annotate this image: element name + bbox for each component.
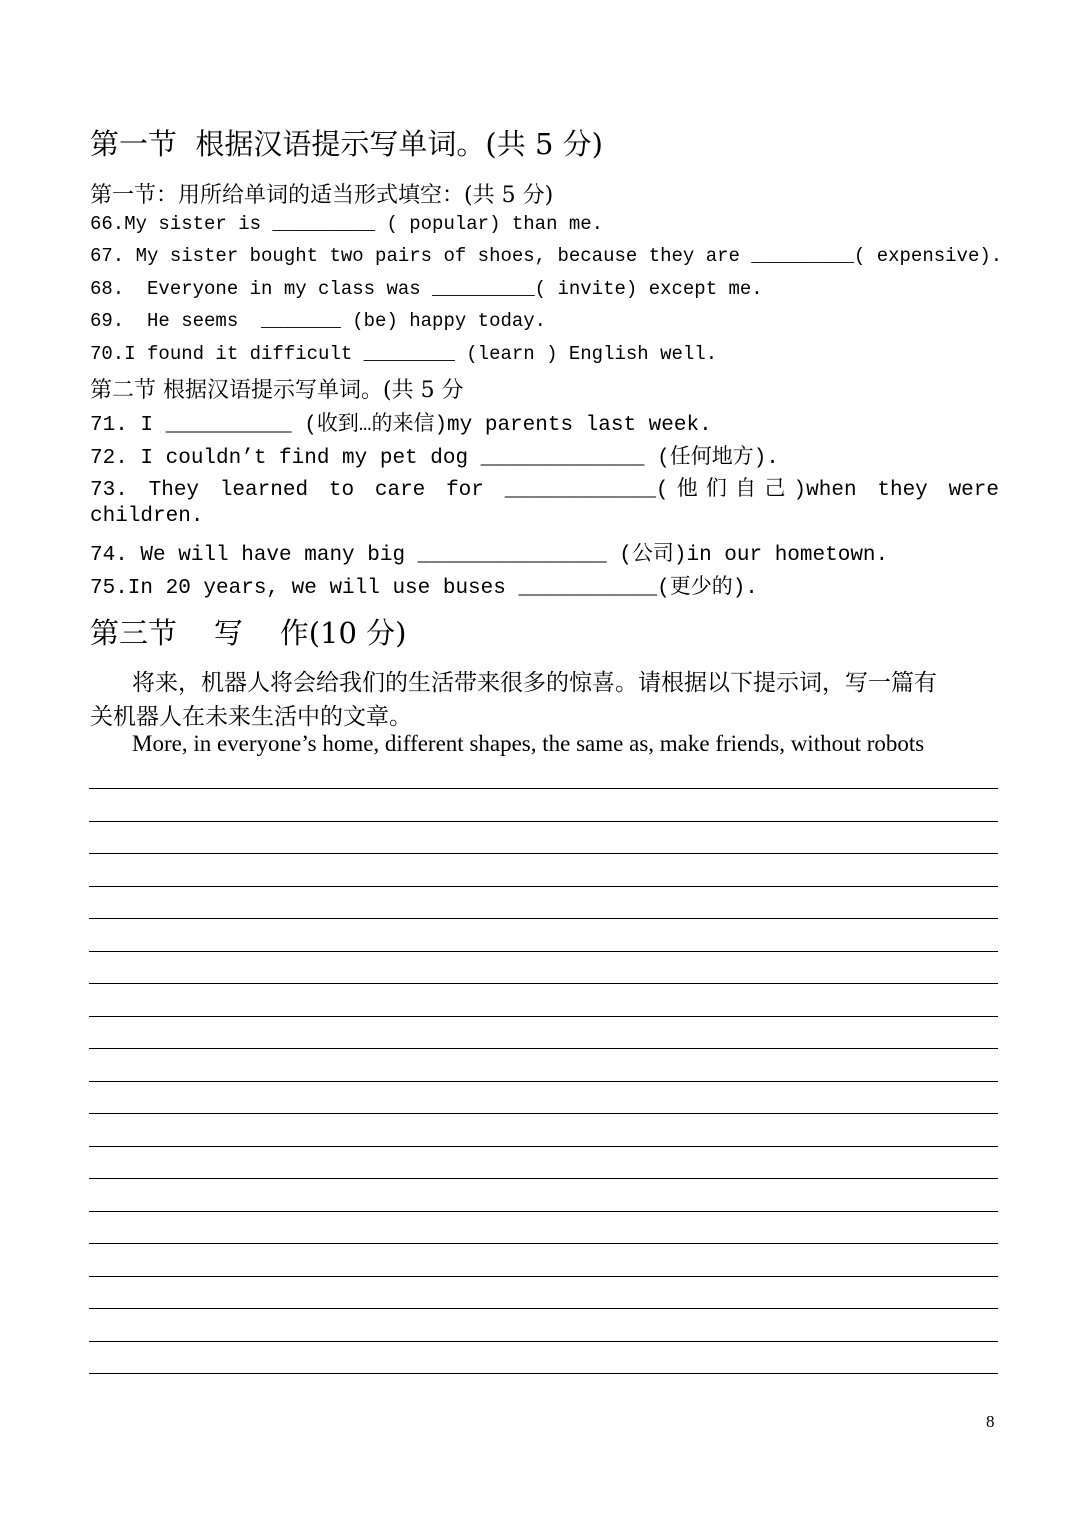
writing-line [89,1081,998,1082]
writing-line [89,853,998,854]
writing-line [89,1211,998,1212]
writing-line [89,951,998,952]
page-number: 8 [986,1412,995,1431]
writing-prompt-line2: 关机器人在未来生活中的文章。 [90,704,412,730]
section1-subtitle: 第一节：用所给单词的适当形式填空：(共 5 分) [90,183,554,208]
question-66: 66.My sister is _________ ( popular) than me. [90,213,604,235]
section3-title: 第三节 写 作(10 分) [90,616,407,650]
writing-line [89,821,998,822]
writing-line [89,1373,998,1374]
writing-line [89,1341,998,1342]
writing-line [89,886,998,887]
question-71: 71. I __________ (收到…的来信)my parents last week. [90,414,712,437]
writing-line [89,788,998,789]
writing-line [89,983,998,984]
question-72: 72. I couldn’t find my pet dog _____________ (任何地方). [90,447,779,470]
writing-line [89,1113,998,1114]
writing-prompt-line1: 将来，机器人将会给我们的生活带来很多的惊喜。请根据以下提示词，写一篇有 [132,670,937,696]
question-73-line1: 73. They learned to care for ____________(他们自己)when they were [90,479,999,502]
question-75: 75.In 20 years, we will use buses ___________(更少的). [90,577,758,600]
question-74: 74. We will have many big _______________ (公司)in our hometown. [90,544,889,567]
writing-line [89,1146,998,1147]
question-69: 69. He seems _______ (be) happy today. [90,310,547,332]
writing-keywords: More, in everyone’s home, different shapes, the same as, make friends, without robots [132,731,925,756]
writing-line [89,1178,998,1179]
writing-line [89,1308,998,1309]
writing-line [89,1048,998,1049]
question-73-line2: children. [90,505,204,528]
writing-line [89,918,998,919]
writing-line [89,1276,998,1277]
writing-line [89,1016,998,1017]
question-67: 67. My sister bought two pairs of shoes, because they are _________( expensive). [90,245,1003,267]
section2-title: 第二节 根据汉语提示写单词。(共 5 分 [90,378,464,403]
question-70: 70.I found it difficult ________ (learn ) English well. [90,343,718,365]
writing-line [89,1243,998,1244]
question-68: 68. Everyone in my class was _________( invite) except me. [90,278,763,300]
section1-title: 第一节 根据汉语提示写单词。(共 5 分) [90,127,603,161]
